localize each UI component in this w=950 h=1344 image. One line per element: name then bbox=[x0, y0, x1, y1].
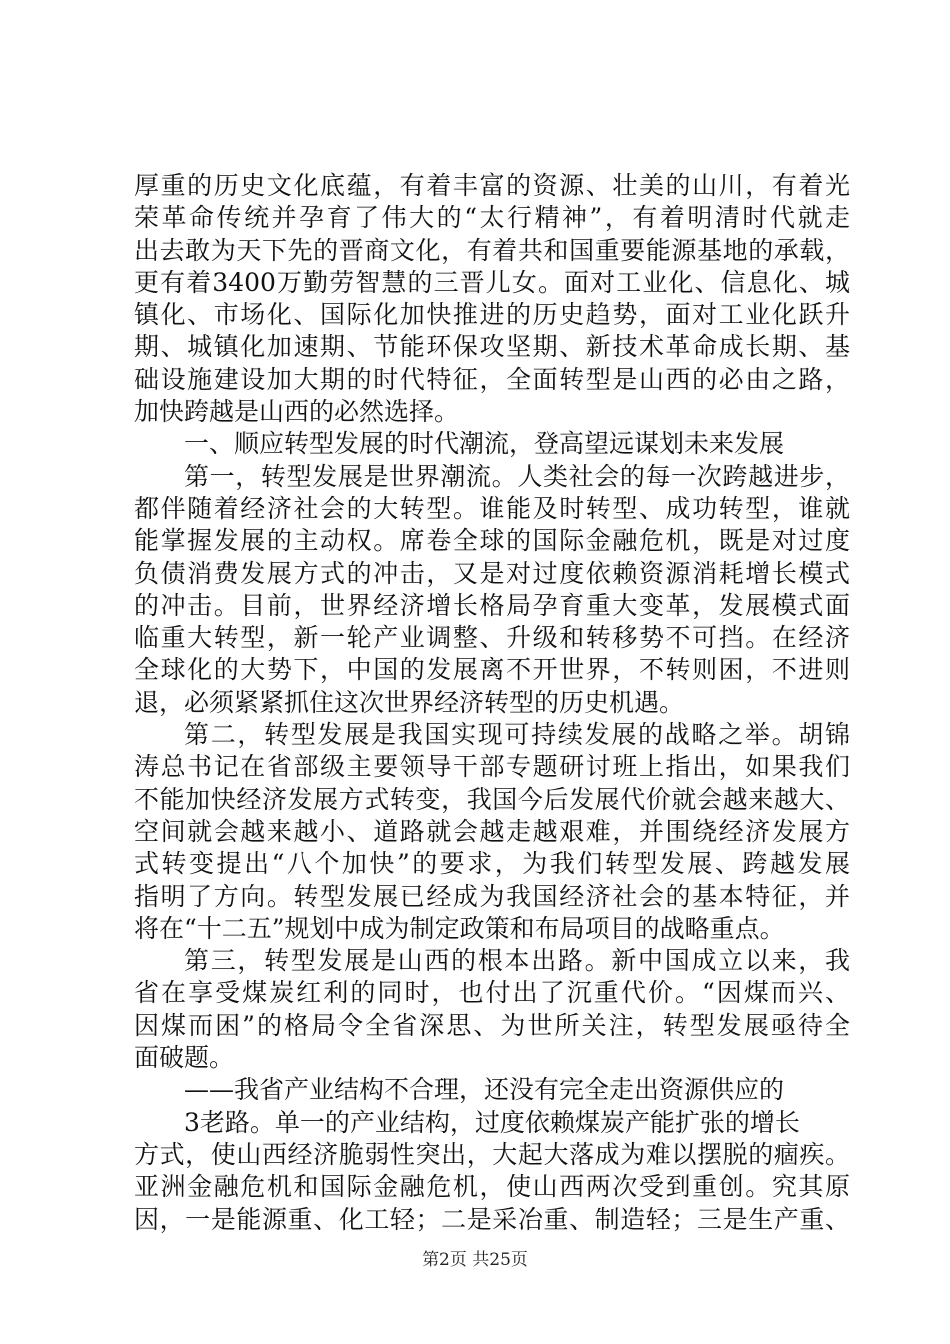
text-line: 础设施建设加大期的时代特征，全面转型是山西的必由之路， bbox=[134, 364, 850, 394]
text-line: 指明了方向。转型发展已经成为我国经济社会的基本特征，并 bbox=[134, 881, 850, 911]
text-line: 因，一是能源重、化工轻；二是采冶重、制造轻；三是生产重、 bbox=[134, 1204, 850, 1234]
text-line: 的冲击。目前，世界经济增长格局孕育重大变革，发展模式面 bbox=[134, 590, 850, 620]
text-line: 3老路。单一的产业结构，过度依赖煤炭产能扩张的增长 bbox=[184, 1107, 800, 1137]
text-line: 加快跨越是山西的必然选择。 bbox=[134, 397, 460, 427]
text-line: 都伴随着经济社会的大转型。谁能及时转型、成功转型，谁就 bbox=[134, 493, 850, 523]
text-line: 期、城镇化加速期、节能环保攻坚期、新技术革命成长期、基 bbox=[134, 332, 850, 362]
text-line: 方式，使山西经济脆弱性突出，大起大落成为难以摆脱的痼疾。 bbox=[134, 1139, 850, 1169]
text-line: 临重大转型，新一轮产业调整、升级和转移势不可挡。在经济 bbox=[134, 623, 850, 653]
text-line: 出去敢为天下先的晋商文化，有着共和国重要能源基地的承载， bbox=[134, 235, 850, 265]
text-line: 式转变提出“八个加快”的要求，为我们转型发展、跨越发展 bbox=[134, 849, 850, 879]
text-line: 退，必须紧紧抓住这次世界经济转型的历史机遇。 bbox=[134, 687, 685, 717]
text-line: 负债消费发展方式的冲击，又是对过度依赖资源消耗增长模式 bbox=[134, 558, 850, 588]
text-line: 因煤而困”的格局令全省深思、为世所关注，转型发展亟待全 bbox=[134, 1010, 850, 1040]
text-line: 不能加快经济发展方式转变，我国今后发展代价就会越来越大、 bbox=[134, 784, 850, 814]
text-line: 空间就会越来越小、道路就会越走越艰难，并围绕经济发展方 bbox=[134, 816, 850, 846]
text-line: 荣革命传统并孕育了伟大的“太行精神”，有着明清时代就走 bbox=[134, 203, 850, 233]
text-line: 能掌握发展的主动权。席卷全球的国际金融危机，既是对过度 bbox=[134, 526, 850, 556]
text-line: 省在享受煤炭红利的同时，也付出了沉重代价。“因煤而兴、 bbox=[134, 978, 850, 1008]
document-body bbox=[134, 170, 850, 1236]
text-line: ——我省产业结构不合理，还没有完全走出资源供应的 bbox=[184, 1075, 785, 1105]
text-line: 面破题。 bbox=[134, 1043, 235, 1073]
text-line: 第一，转型发展是世界潮流。人类社会的每一次跨越进步， bbox=[184, 461, 850, 491]
text-line: 将在“十二五”规划中成为制定政策和布局项目的战略重点。 bbox=[134, 913, 785, 943]
text-line: 第二，转型发展是我国实现可持续发展的战略之举。胡锦 bbox=[184, 720, 850, 750]
page-footer: 第2页 共25页 bbox=[422, 1250, 528, 1270]
text-line: 全球化的大势下，中国的发展离不开世界，不转则困，不进则 bbox=[134, 655, 850, 685]
text-line: 镇化、市场化、国际化加快推进的历史趋势，面对工业化跃升 bbox=[134, 300, 850, 330]
text-line: 更有着3400万勤劳智慧的三晋儿女。面对工业化、信息化、城 bbox=[134, 267, 850, 297]
text-line: 第三，转型发展是山西的根本出路。新中国成立以来，我 bbox=[184, 946, 850, 976]
text-line: 涛总书记在省部级主要领导干部专题研讨班上指出，如果我们 bbox=[134, 752, 850, 782]
text-line: 厚重的历史文化底蕴，有着丰富的资源、壮美的山川，有着光 bbox=[134, 171, 850, 200]
text-line: 一、顺应转型发展的时代潮流，登高望远谋划未来发展 bbox=[184, 429, 785, 459]
text-line: 亚洲金融危机和国际金融危机，使山西两次受到重创。究其原 bbox=[134, 1172, 850, 1202]
